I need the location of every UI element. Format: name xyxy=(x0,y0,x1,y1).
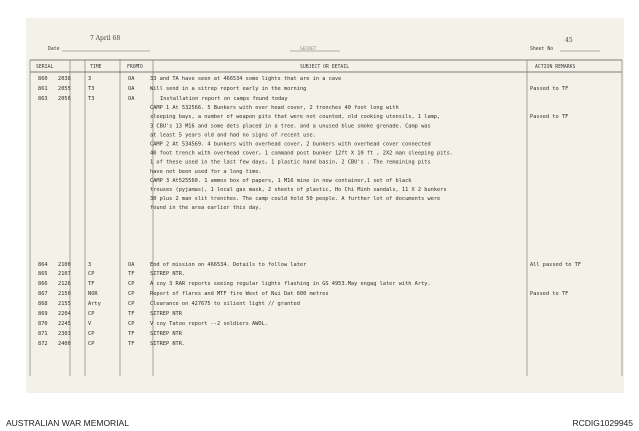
footer-institution: AUSTRALIAN WAR MEMORIAL xyxy=(6,418,129,428)
row-time: 2303 xyxy=(58,331,71,337)
row-detail-line: End of mission on 466534. Details to follow later xyxy=(150,262,307,268)
row-from: 3 xyxy=(88,76,92,82)
row-to: CP xyxy=(128,321,135,327)
col-header-subject: SUBJECT OR DETAIL xyxy=(300,65,350,70)
row-time: 2055 xyxy=(58,86,71,92)
row-detail-line: Clearance on 427675 to silient light // granted xyxy=(150,301,300,307)
col-header-serial: SERIAL xyxy=(36,65,54,70)
row-time: 2400 xyxy=(58,341,71,347)
row-to: TF xyxy=(128,311,135,317)
row-from: TF xyxy=(88,281,95,287)
row-detail-line: 40 foot trench with overhead cover, 1 command post bunker 12ft X 10 ft , 2X2 man sleeping pits. xyxy=(150,150,453,157)
row-detail-line: trouses (pyjamas), 1 local gas mask, 2 sheets of plastic, Ho Chi Minh sandals, 11 X 2 bunkers xyxy=(150,187,447,193)
row-detail-line: V coy Tatoo report --2 soldiers AWOL. xyxy=(150,321,268,327)
row-detail-line: CAMP 2 At 534569. 4 bunkers with overhead cover, 2 bunkers with overhead cover connected xyxy=(150,141,431,148)
row-detail-line: SITREP NTR xyxy=(150,311,182,317)
row-detail-line: 33 and TA have seen at 466534 some lights that are in a cave xyxy=(150,76,342,82)
row-serial: 863 xyxy=(38,96,48,102)
row-serial: 872 xyxy=(38,341,48,347)
row-action: All passed to TF xyxy=(530,262,582,268)
row-from: CP xyxy=(88,341,95,347)
row-detail-line: have not been used for a long time. xyxy=(150,168,262,175)
row-action: Passed to TF xyxy=(530,86,569,92)
col-header-time: TIME xyxy=(90,65,102,70)
row-to: TF xyxy=(128,271,135,277)
row-time: 2245 xyxy=(58,321,71,327)
col-header-to: TO xyxy=(137,65,143,70)
row-action: Passed to TF xyxy=(530,291,569,297)
row-from: Arty xyxy=(88,301,101,307)
classification-stamp: SECRET xyxy=(300,47,317,52)
row-to: CP xyxy=(128,291,135,297)
row-from: T3 xyxy=(88,96,95,102)
row-time: 2150 xyxy=(58,291,71,297)
row-serial: 866 xyxy=(38,281,48,287)
row-from: CP xyxy=(88,331,95,337)
row-to: OA xyxy=(128,76,135,82)
row-detail-line: Will send in a sitrep report early in the morning xyxy=(150,86,307,92)
paper-sheet xyxy=(26,18,624,393)
row-time: 2038 xyxy=(58,76,71,82)
row-detail-line: sleeping bays, a number of weapon pits that were not counted, old cooking utensils, 1 lamp, xyxy=(150,114,441,121)
row-serial: 864 xyxy=(38,262,48,268)
sheet-value: 45 xyxy=(565,37,573,44)
row-detail-line: Installation report on camps found today xyxy=(160,96,288,102)
row-detail-line: SITREP NTR. xyxy=(150,341,186,347)
row-time: 2056 xyxy=(58,96,71,102)
row-time: 2126 xyxy=(58,281,71,287)
row-time: 2107 xyxy=(58,271,71,277)
date-value: 7 April 68 xyxy=(90,35,121,42)
row-to: OA xyxy=(128,262,135,268)
col-header-action: ACTION REMARKS xyxy=(535,65,576,70)
row-serial: 871 xyxy=(38,331,48,337)
row-serial: 869 xyxy=(38,311,48,317)
row-to: TF xyxy=(128,341,135,347)
row-serial: 870 xyxy=(38,321,48,327)
row-to: OA xyxy=(128,86,135,92)
row-from: CP xyxy=(88,271,95,277)
col-header-from: FROM xyxy=(127,65,139,70)
row-to: CP xyxy=(128,301,135,307)
row-action: Passed to TF xyxy=(530,114,569,121)
row-detail-line: SITREP NTR. xyxy=(150,271,186,277)
row-serial: 860 xyxy=(38,76,48,82)
row-detail-line: Report of flares and MTF fire West of Nui Dat 600 metres xyxy=(150,291,329,297)
row-from: 3 xyxy=(88,262,92,268)
row-time: 2204 xyxy=(58,311,71,317)
row-detail-line: SITREP NTR xyxy=(150,331,182,337)
row-to: CP xyxy=(128,281,135,287)
row-detail-line: 1 of these used in the last few days, 1 plastic hand basin, 2 CBU's . The remaining pits xyxy=(150,159,431,166)
row-serial: 867 xyxy=(38,291,48,297)
row-from: V xyxy=(88,321,92,327)
row-serial: 861 xyxy=(38,86,48,92)
row-from: CP xyxy=(88,311,95,317)
row-to: TF xyxy=(128,331,135,337)
row-detail-line: A coy 3 RAR reports seeing regular lights flashing in GS 4953.May engag later with Arty. xyxy=(150,281,431,287)
date-label: Date xyxy=(48,47,60,52)
row-detail-line: found in the area earlier this day. xyxy=(150,205,262,212)
row-time: 2155 xyxy=(58,301,71,307)
footer-record-id: RCDIG1029945 xyxy=(572,418,633,428)
row-from: T3 xyxy=(88,86,95,92)
row-detail-line: 30 plus 2 man slit trenches. The camp could hold 50 people. A further lot of documents were xyxy=(150,196,441,203)
row-detail-line: 3 CBU's 13 M16 and some dets placed in a tree. and a unused blue smoke grenade. Camp was xyxy=(150,123,431,130)
row-detail-line: CAMP 1 At 532566. 5 Bunkers with over head cover, 2 trenches 40 foot long with xyxy=(150,105,399,112)
sheet-label: Sheet No xyxy=(530,47,554,52)
row-serial: 868 xyxy=(38,301,48,307)
row-detail-line: at least 5 years old and had no signs of recent use. xyxy=(150,132,316,139)
row-time: 2100 xyxy=(58,262,71,268)
row-detail-line: CAMP 3 At525560. 1 ammox box of papers, 1 M16 mine in new container,1 set of black xyxy=(150,177,412,184)
row-from: NOR xyxy=(88,291,98,297)
row-serial: 865 xyxy=(38,271,48,277)
row-to: OA xyxy=(128,96,135,102)
